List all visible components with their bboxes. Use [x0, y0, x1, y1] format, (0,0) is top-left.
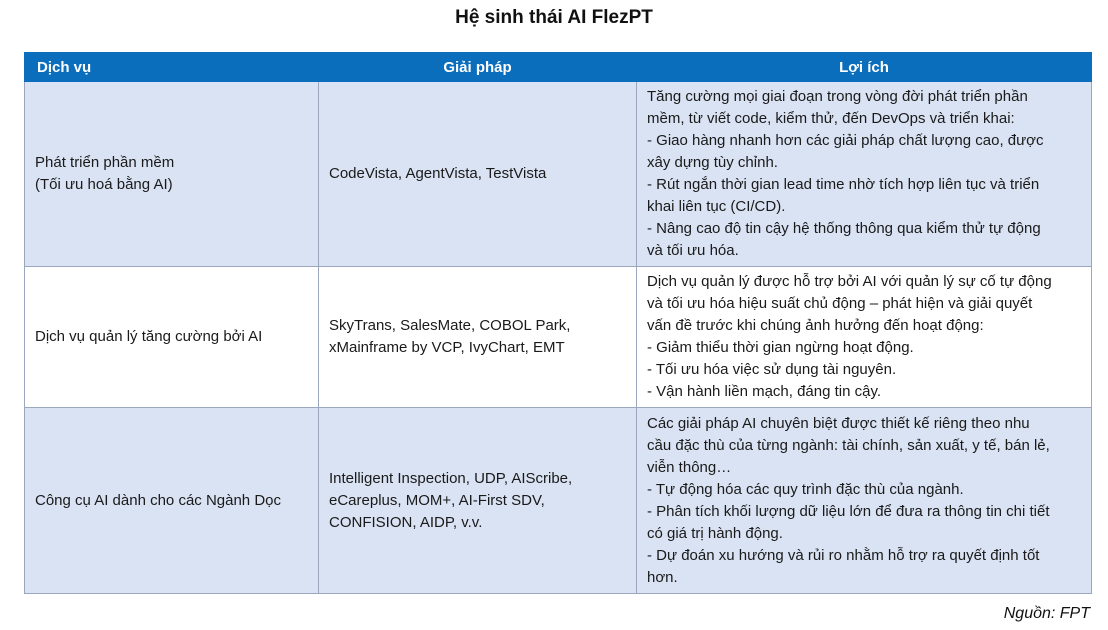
- benefit-line: Tăng cường mọi giai đoạn trong vòng đời phát triển phần: [647, 88, 1028, 105]
- solution-line: xMainframe by VCP, IvyChart, EMT: [329, 339, 565, 356]
- solution-line: SkyTrans, SalesMate, COBOL Park,: [329, 317, 571, 334]
- benefit-line: và tối ưu hóa.: [647, 242, 739, 259]
- table-row: [25, 267, 1092, 408]
- benefit-line: - Phân tích khối lượng dữ liệu lớn để đưa ra thông tin chi tiết: [647, 502, 1050, 520]
- benefit-line: Các giải pháp AI chuyên biệt được thiết kế riêng theo nhu: [647, 414, 1030, 432]
- column-header-service: Dịch vụ: [25, 53, 319, 82]
- solution-line: CONFISION, AIDP, v.v.: [329, 513, 483, 531]
- solution-cell: [319, 82, 637, 267]
- benefit-line: vấn đề trước khi chúng ảnh hưởng đến hoạt động:: [647, 317, 984, 334]
- page-title: Hệ sinh thái AI FlezPT: [455, 7, 653, 28]
- benefit-line: - Giao hàng nhanh hơn các giải pháp chất lượng cao, được: [647, 132, 1044, 149]
- service-cell: [25, 408, 319, 594]
- benefit-line: có giá trị hành động.: [647, 524, 783, 542]
- solution-cell: [319, 408, 637, 594]
- table-row: [25, 408, 1092, 594]
- column-header-solution: Giải pháp: [319, 53, 637, 82]
- ecosystem-table: [24, 52, 1092, 594]
- service-line: Công cụ AI dành cho các Ngành Dọc: [35, 491, 281, 509]
- benefit-line: xây dựng tùy chỉnh.: [647, 154, 778, 171]
- benefit-line: - Dự đoán xu hướng và rủi ro nhằm hỗ trợ ra quyết định tốt: [647, 546, 1040, 564]
- benefit-line: cầu đặc thù của từng ngành: tài chính, sản xuất, y tế, bán lẻ,: [647, 436, 1050, 454]
- service-cell: [25, 82, 319, 267]
- table-header-row: [25, 53, 1092, 82]
- benefit-line: khai liên tục (CI/CD).: [647, 198, 786, 215]
- solution-line: Intelligent Inspection, UDP, AIScribe,: [329, 469, 573, 487]
- benefit-line: hơn.: [647, 568, 678, 586]
- benefit-line: - Tự động hóa các quy trình đặc thù của ngành.: [647, 480, 964, 498]
- solution-line: eCareplus, MOM+, AI-First SDV,: [329, 491, 545, 509]
- service-cell: [25, 267, 319, 408]
- benefit-line: viễn thông…: [647, 458, 732, 476]
- benefit-cell: [637, 82, 1092, 267]
- benefit-line: - Rút ngắn thời gian lead time nhờ tích hợp liên tục và triển: [647, 176, 1040, 193]
- benefit-line: - Vận hành liền mạch, đáng tin cậy.: [647, 383, 882, 400]
- service-line: Phát triển phần mềm: [35, 154, 175, 171]
- benefit-line: mềm, từ viết code, kiểm thử, đến DevOps và triển khai:: [647, 110, 1015, 127]
- benefit-line: - Giảm thiểu thời gian ngừng hoạt động.: [647, 339, 914, 356]
- benefit-line: - Nâng cao độ tin cậy hệ thống thông qua kiểm thử tự động: [647, 220, 1041, 237]
- solution-line: CodeVista, AgentVista, TestVista: [329, 165, 547, 182]
- service-line: Dịch vụ quản lý tăng cường bởi AI: [35, 328, 263, 345]
- source-note: Nguồn: FPT: [1003, 605, 1090, 622]
- benefit-line: và tối ưu hóa hiệu suất chủ động – phát hiện và giải quyết: [647, 295, 1033, 312]
- benefit-cell: [637, 267, 1092, 408]
- table-row: [25, 82, 1092, 267]
- service-line: (Tối ưu hoá bằng AI): [35, 176, 173, 193]
- benefit-line: Dịch vụ quản lý được hỗ trợ bởi AI với quản lý sự cố tự động: [647, 273, 1052, 290]
- column-header-benefit: Lợi ích: [637, 53, 1092, 82]
- solution-cell: [319, 267, 637, 408]
- benefit-cell: [637, 408, 1092, 594]
- benefit-line: - Tối ưu hóa việc sử dụng tài nguyên.: [647, 361, 897, 378]
